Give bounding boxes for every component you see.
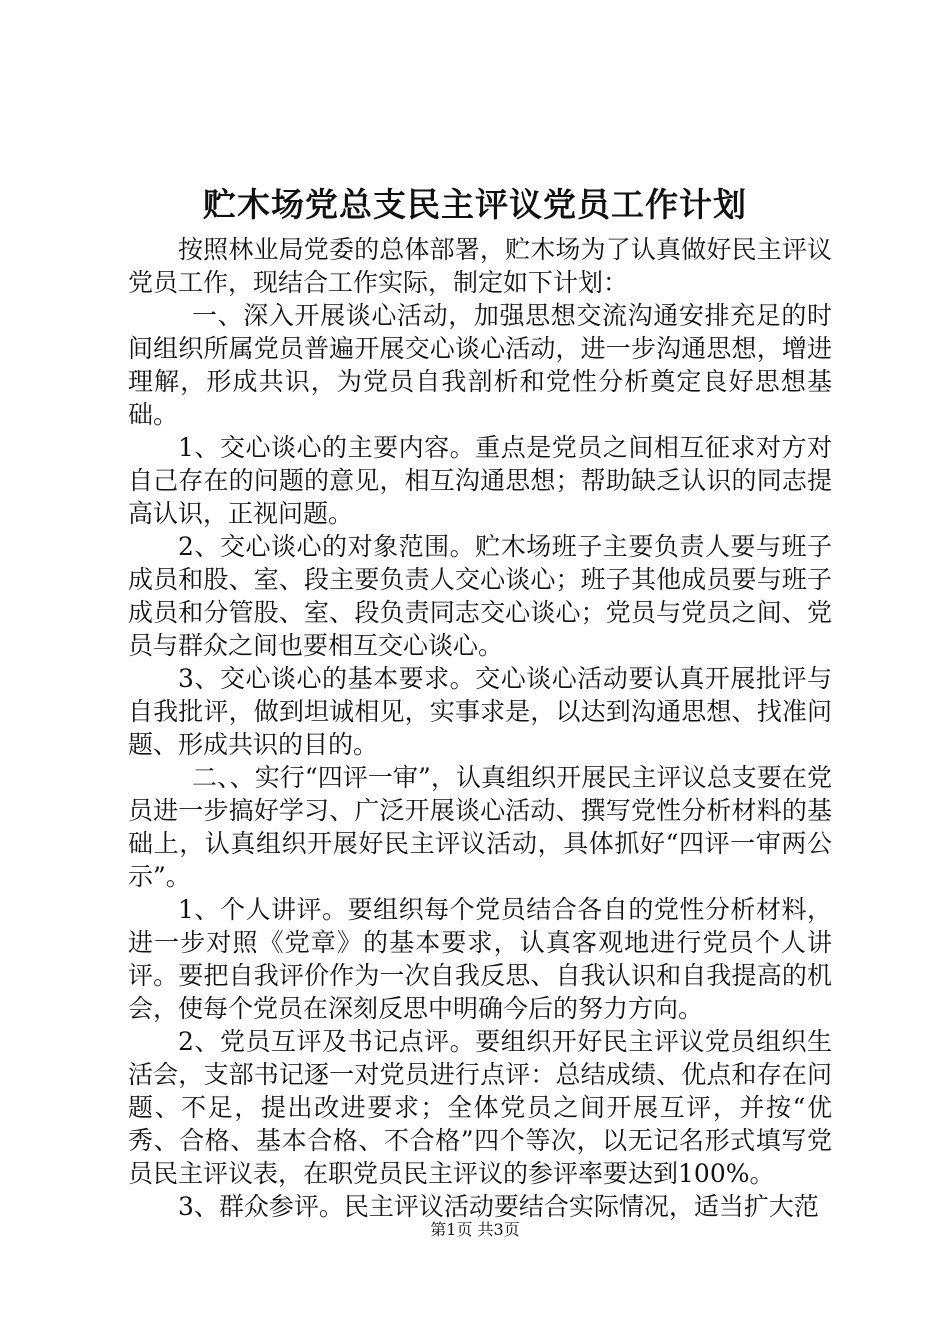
paragraph-item-2-1: 1、个人讲评。要组织每个党员结合各自的党性分析材料，进一步对照《党章》的基本要求，认真客观地进行党员个人讲评。要把自我评价作为一次自我反思、自我认识和自我提高的机会，使每个党员在深刻反思中明确今后的努力方向。	[128, 895, 832, 1023]
document-title: 贮木场党总支民主评议党员工作计划	[203, 185, 747, 224]
paragraph-section-2: 二、、实行“四评一审”，认真组织开展民主评议总支要在党员进一步搞好学习、广泛开展谈心活动、撰写党性分析材料的基础上，认真组织开展好民主评议活动，具体抓好“四评一审两公示”。	[128, 763, 832, 891]
paragraph-item-2-2: 2、党员互评及书记点评。要组织开好民主评议党员组织生活会，支部书记逐一对党员进行点评：总结成绩、优点和存在问题、不足，提出改进要求；全体党员之间开展互评，并按“优秀、合格、基本合格、不合格”四个等次，以无记名形式填写党员民主评议表，在职党员民主评议的参评率要达到100%。	[128, 1027, 832, 1188]
paragraph-item-1-3: 3、交心谈心的基本要求。交心谈心活动要认真开展批评与自我批评，做到坦诚相见，实事求是，以达到沟通思想、找准问题、形成共识的目的。	[128, 664, 832, 759]
paragraph-item-2-3: 3、群众参评。民主评议活动要结合实际情况，适当扩大范	[178, 1192, 819, 1221]
paragraph-section-1: 一、深入开展谈心活动，加强思想交流沟通安排充足的时间组织所属党员普遍开展交心谈心活动，进一步沟通思想，增进理解，形成共识，为党员自我剖析和党性分析奠定良好思想基础。	[128, 301, 832, 429]
paragraph-item-1-2: 2、交心谈心的对象范围。贮木场班子主要负责人要与班子成员和股、室、段主要负责人交心谈心；班子其他成员要与班子成员和分管股、室、段负责同志交心谈心；党员与党员之间、党员与群众之间也要相互交心谈心。	[128, 532, 832, 660]
paragraph-item-1-1: 1、交心谈心的主要内容。重点是党员之间相互征求对方对自己存在的问题的意见，相互沟通思想；帮助缺乏认识的同志提高认识，正视问题。	[128, 433, 832, 528]
paragraph-intro: 按照林业局党委的总体部署，贮木场为了认真做好民主评议党员工作，现结合工作实际，制定如下计划：	[128, 235, 832, 297]
page-number-footer: 第1页 共3页	[430, 1220, 520, 1239]
document-body	[128, 233, 832, 1223]
